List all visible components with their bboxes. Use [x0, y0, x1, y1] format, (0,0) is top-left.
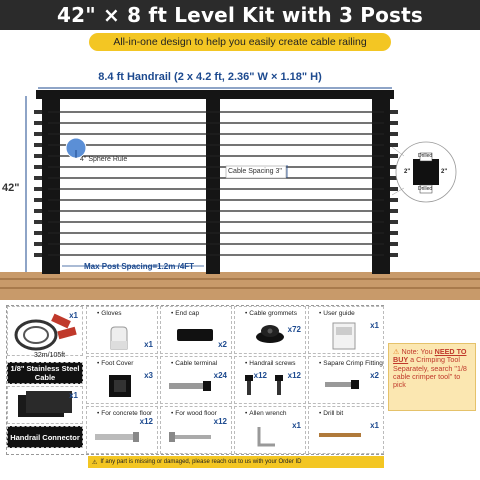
- page-title: 42" × 8 ft Level Kit with 3 Posts: [57, 3, 423, 27]
- post-spacing-label: Max Post Spacing=1.2m /4FT: [84, 262, 195, 271]
- cable-image-cell: [7, 306, 83, 356]
- subtitle-badge: All-in-one design to help you easily create cable railing: [89, 33, 391, 51]
- sphere-rule-label: 4" Sphere Rule: [80, 156, 128, 163]
- part-wood-screw: • For wood floor x12: [160, 406, 232, 454]
- user-guide-icon: [331, 321, 357, 351]
- gloves-icon: [105, 321, 135, 351]
- drill-bit-icon: [317, 429, 367, 441]
- drilled-bottom-label: Drilled: [418, 186, 433, 192]
- deck-floor: [0, 272, 480, 300]
- page-header: [0, 0, 480, 30]
- part-user-guide: • User guide x1: [308, 306, 384, 354]
- post-dim-left: 2": [404, 169, 411, 175]
- cable-spacing-label: Cable Spacing 3": [228, 168, 282, 175]
- cable-qty-top: x1: [69, 311, 78, 320]
- crimping-tool-note: ⚠ Note: You NEED TO BUY a Crimping Tool Separately, search "1/8 cable crimper tool" to pick: [388, 343, 476, 411]
- cable-terminal-icon: [167, 375, 215, 397]
- grommet-icon: [253, 321, 287, 345]
- warning-icon: ⚠: [393, 347, 402, 356]
- part-foot-cover: • Foot Cover x3: [86, 356, 158, 404]
- concrete-anchor-icon: [93, 429, 143, 445]
- part-handrail-screws: • Handrail screws x12 x12: [234, 356, 306, 404]
- crimp-fitting-icon: [323, 375, 363, 395]
- allen-wrench-icon: [253, 421, 283, 451]
- part-allen-wrench: • Allen wrench x1: [234, 406, 306, 454]
- part-drill-bit: • Drill bit x1: [308, 406, 384, 454]
- part-end-cap: • End cap x2: [160, 306, 232, 354]
- warning-icon: ⚠: [92, 459, 98, 466]
- wood-screw-icon: [167, 429, 217, 445]
- height-label: 42": [2, 182, 20, 194]
- connector-name: Handrail Connector: [7, 426, 83, 448]
- post-dim-right: 2": [441, 169, 448, 175]
- cable-length: 32m/105ft: [34, 352, 66, 359]
- railing-diagram: [0, 82, 480, 300]
- cable-name: 1/8" Stainless Steel Cable: [7, 362, 83, 384]
- part-gloves: • Gloves x1: [86, 306, 158, 354]
- end-cap-icon: [175, 325, 215, 345]
- part-concrete-anchor: • For concrete floor x12: [86, 406, 158, 454]
- connector-image-cell: [7, 386, 83, 424]
- part-crimp-fitting: • Sapare Crimp Fitting x2: [308, 356, 384, 404]
- drilled-top-label: Drilled: [418, 153, 433, 159]
- foot-cover-icon: [105, 371, 135, 401]
- part-cable-terminal: • Cable terminal x24: [160, 356, 232, 404]
- part-cable-grommets: • Cable grommets x72: [234, 306, 306, 354]
- handrail-label: 8.4 ft Handrail (2 x 4.2 ft, 2.36" W × 1.18" H): [98, 71, 322, 83]
- footer-notice: ⚠ If any part is missing or damaged, please reach out to us with your Order ID: [88, 456, 384, 468]
- connector-qty: x1: [69, 391, 78, 400]
